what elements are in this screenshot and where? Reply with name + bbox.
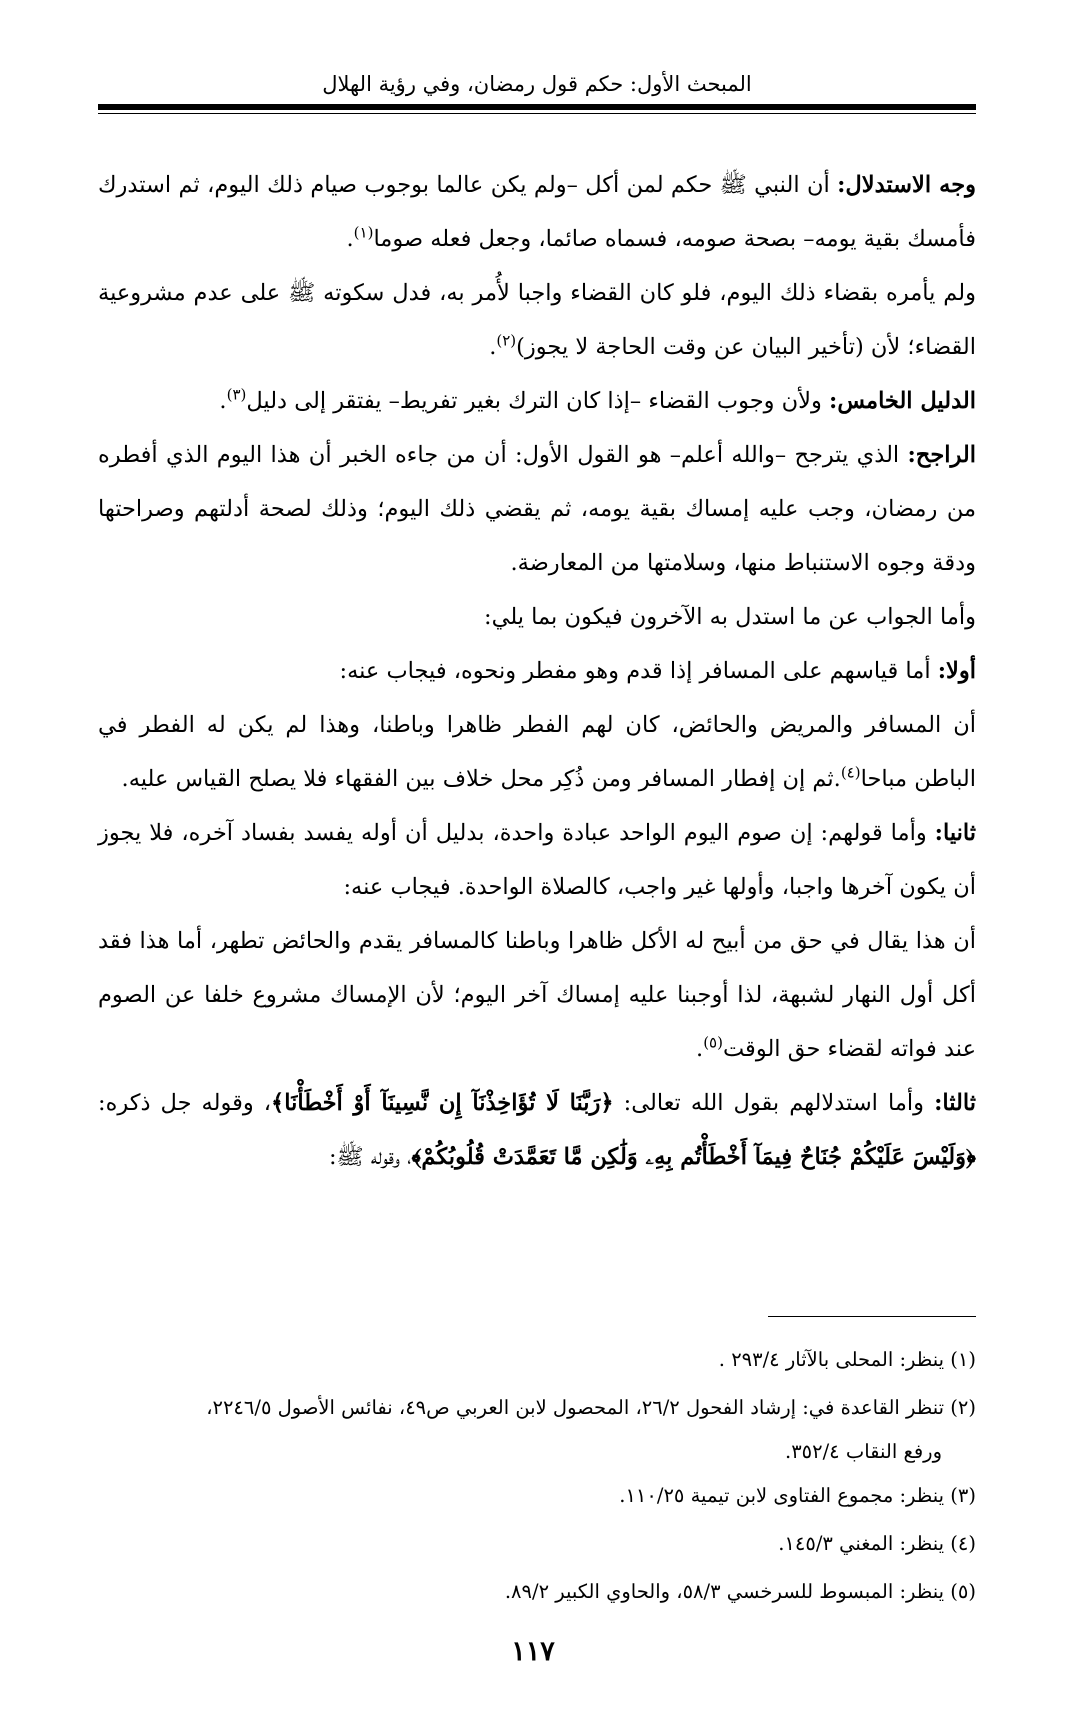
footnote-2: (٢) تنظر القاعدة في: إرشاد الفحول ٢٦/٢، المحصول لابن العربي ص٤٩، نفائس الأصول ٢٢٤٦/٥،: [206, 1396, 976, 1419]
footnote-ref-3[interactable]: (٣): [226, 385, 247, 404]
paragraph-text: ولم يأمره بقضاء ذلك اليوم، فلو كان القضاء واجبا لأُمر به، فدل سكوته ﷺ على عدم مشروعية القضاء؛ لأن (تأخير البيان عن وقت الحاجة لا يجوز): [98, 280, 976, 360]
footnote-5: (٥) ينظر: المبسوط للسرخسي ٥٨/٣، والحاوي الكبير ٨٩/٢.: [504, 1580, 976, 1603]
footnote-ref-1[interactable]: (١): [353, 223, 374, 242]
paragraph-label: ثانيا:: [934, 820, 976, 846]
paragraph-traveler: أن المسافر والمريض والحائض، كان لهم الفطر ظاهرا وباطنا، وهذا لم يكن له الفطر في الباطن مباحا$^{(٤)}$.ثم إن إفطار المسافر ومن ذُكِر محل خلاف بين الفقهاء فلا يصلح القياس عليه.: [98, 712, 976, 792]
paragraph-text: أما قياسهم على المسافر إذا قدم وهو مفطر ونحوه، فيجاب عنه:: [339, 658, 938, 684]
paragraph-text: وأما استدلالهم بقول الله تعالى:: [613, 1090, 935, 1116]
page-number: ١١٧: [511, 1636, 555, 1667]
paragraph-no-qada: ولم يأمره بقضاء ذلك اليوم، فلو كان القضاء واجبا لأُمر به، فدل سكوته ﷺ على عدم مشروعية القضاء؛ لأن (تأخير البيان عن وقت الحاجة لا يجوز)$^{(٢)}$.: [98, 280, 976, 360]
paragraph-response-intro: [98, 590, 976, 644]
footnote-ref-2[interactable]: (٢): [496, 331, 517, 350]
footnote-ref-5[interactable]: (٥): [703, 1033, 723, 1052]
paragraph-label: أولا:: [937, 658, 976, 684]
paragraph-first: [98, 644, 976, 698]
paragraph-text: أن النبي ﷺ حكم لمن أكل –ولم يكن عالما بوجوب صيام ذلك اليوم، ثم استدرك فأمسك بقية يومه– بصحة صومه، فسماه صائما، وجعل فعله صوما: [98, 172, 976, 252]
header-rule-thin: [98, 113, 976, 114]
quran-verse-1: ﴿رَبَّنَا لَا تُؤَاخِذْنَآ إِن نَّسِينَآ أَوْ أَخْطَأْنَا﴾: [271, 1090, 614, 1116]
paragraph-text: وأما الجواب عن ما استدل به الآخرون فيكون بما يلي:: [483, 604, 976, 630]
paragraph-preferred-view: [98, 428, 976, 590]
paragraph-fifth-evidence: الدليل الخامس: ولأن وجوب القضاء –إذا كان الترك بغير تفريط– يفتقر إلى دليل$^{(٣)}$.: [219, 385, 976, 414]
footnote-2-continuation: ورفع النقاب ٣٥٢/٤.: [784, 1440, 942, 1463]
footnote-ref-4[interactable]: (٤): [840, 763, 861, 782]
running-header: المبحث الأول: حكم قول رمضان، وفي رؤية الهلال: [322, 72, 752, 96]
quran-verse-2: ﴿وَلَيْسَ عَلَيْكُمْ جُنَاحٌ فِيمَآ أَخْطَأْتُم بِهِۦ وَلَٰكِن مَّا تَعَمَّدَتْ قُلُوبُكُمْ﴾: [411, 1144, 976, 1170]
paragraph-label: الراجح:: [907, 442, 976, 468]
paragraph-text: ولأن وجوب القضاء –إذا كان الترك بغير تفريط– يفتقر إلى دليل: [246, 388, 830, 414]
paragraph-label: ثالثا:: [934, 1090, 976, 1116]
paragraph-second: [98, 806, 976, 914]
footnote-3: (٣) ينظر: مجموع الفتاوى لابن تيمية ١١٠/٢٥.: [619, 1484, 976, 1507]
paragraph-text: أن هذا يقال في حق من أبيح له الأكل ظاهرا وباطنا كالمسافر يقدم والحائض تطهر، أما هذا فقد أكل أول النهار لشبهة، لذا أوجبنا عليه إمساك آخر اليوم؛ لأن الإمساك مشروع خلفا عن الصوم عند فواته لقضاء حق الوقت: [98, 928, 976, 1062]
footnote-separator: [768, 1316, 976, 1317]
footnotes: [98, 1336, 976, 1616]
paragraph-label: وجه الاستدلال:: [837, 172, 976, 198]
paragraph-label: الدليل الخامس:: [829, 388, 976, 414]
paragraph-inference: وجه الاستدلال: أن النبي ﷺ حكم لمن أكل –ولم يكن عالما بوجوب صيام ذلك اليوم، ثم استدرك فأمسك بقية يومه– بصحة صومه، فسماه صائما، وجعل فعله صوما$^{(١)}$.: [98, 172, 976, 252]
header-rule-thick: [98, 104, 976, 110]
paragraph-second-answer: أن هذا يقال في حق من أبيح له الأكل ظاهرا وباطنا كالمسافر يقدم والحائض تطهر، أما هذا فقد أكل أول النهار لشبهة، لذا أوجبنا عليه إمساك آخر اليوم؛ لأن الإمساك مشروع خلفا عن الصوم عند فواته لقضاء حق الوقت$^{(٥)}$.: [98, 928, 976, 1062]
paragraph-text: وأما قولهم: إن صوم اليوم الواحد عبادة واحدة، بدليل أن أوله يفسد بفساد آخره، فلا يجوز أن يكون آخرها واجبا، وأولها غير واجب، كالصلاة الواحدة. فيجاب عنه:: [98, 820, 976, 900]
footnote-4: (٤) ينظر: المغني ١٤٥/٣.: [778, 1532, 976, 1555]
paragraph-third: ثالثا: وأما استدلالهم بقول الله تعالى: ﴿رَبَّنَا لَا تُؤَاخِذْنَآ إِن نَّسِينَآ أَوْ أَخْطَأْنَا﴾، وقوله جل ذكره: ﴿وَلَيْسَ عَلَيْكُمْ جُنَاحٌ فِيمَآ أَخْطَأْتُم بِهِۦ وَلَٰكِن مَّا تَعَمَّدَتْ قُلُوبُكُمْ﴾، وقوله ﷺ:: [98, 1090, 976, 1170]
footnote-1: (١) ينظر: المحلى بالآثار ٢٩٣/٤ .: [718, 1348, 976, 1371]
body-text: [98, 158, 976, 1184]
paragraph-text: الذي يترجح –والله أعلم– هو القول الأول: أن من جاءه الخبر أن هذا اليوم الذي أفطره من رمضان، وجب عليه إمساك بقية يومه، ثم يقضي ذلك اليوم؛ وذلك لصحة أدلتهم وصراحتها ودقة وجوه الاستنباط منها، وسلامتها من المعارضة.: [98, 442, 976, 576]
paragraph-text: أن المسافر والمريض والحائض، كان لهم الفطر ظاهرا وباطنا، وهذا لم يكن له الفطر في الباطن مباحا: [98, 712, 976, 792]
